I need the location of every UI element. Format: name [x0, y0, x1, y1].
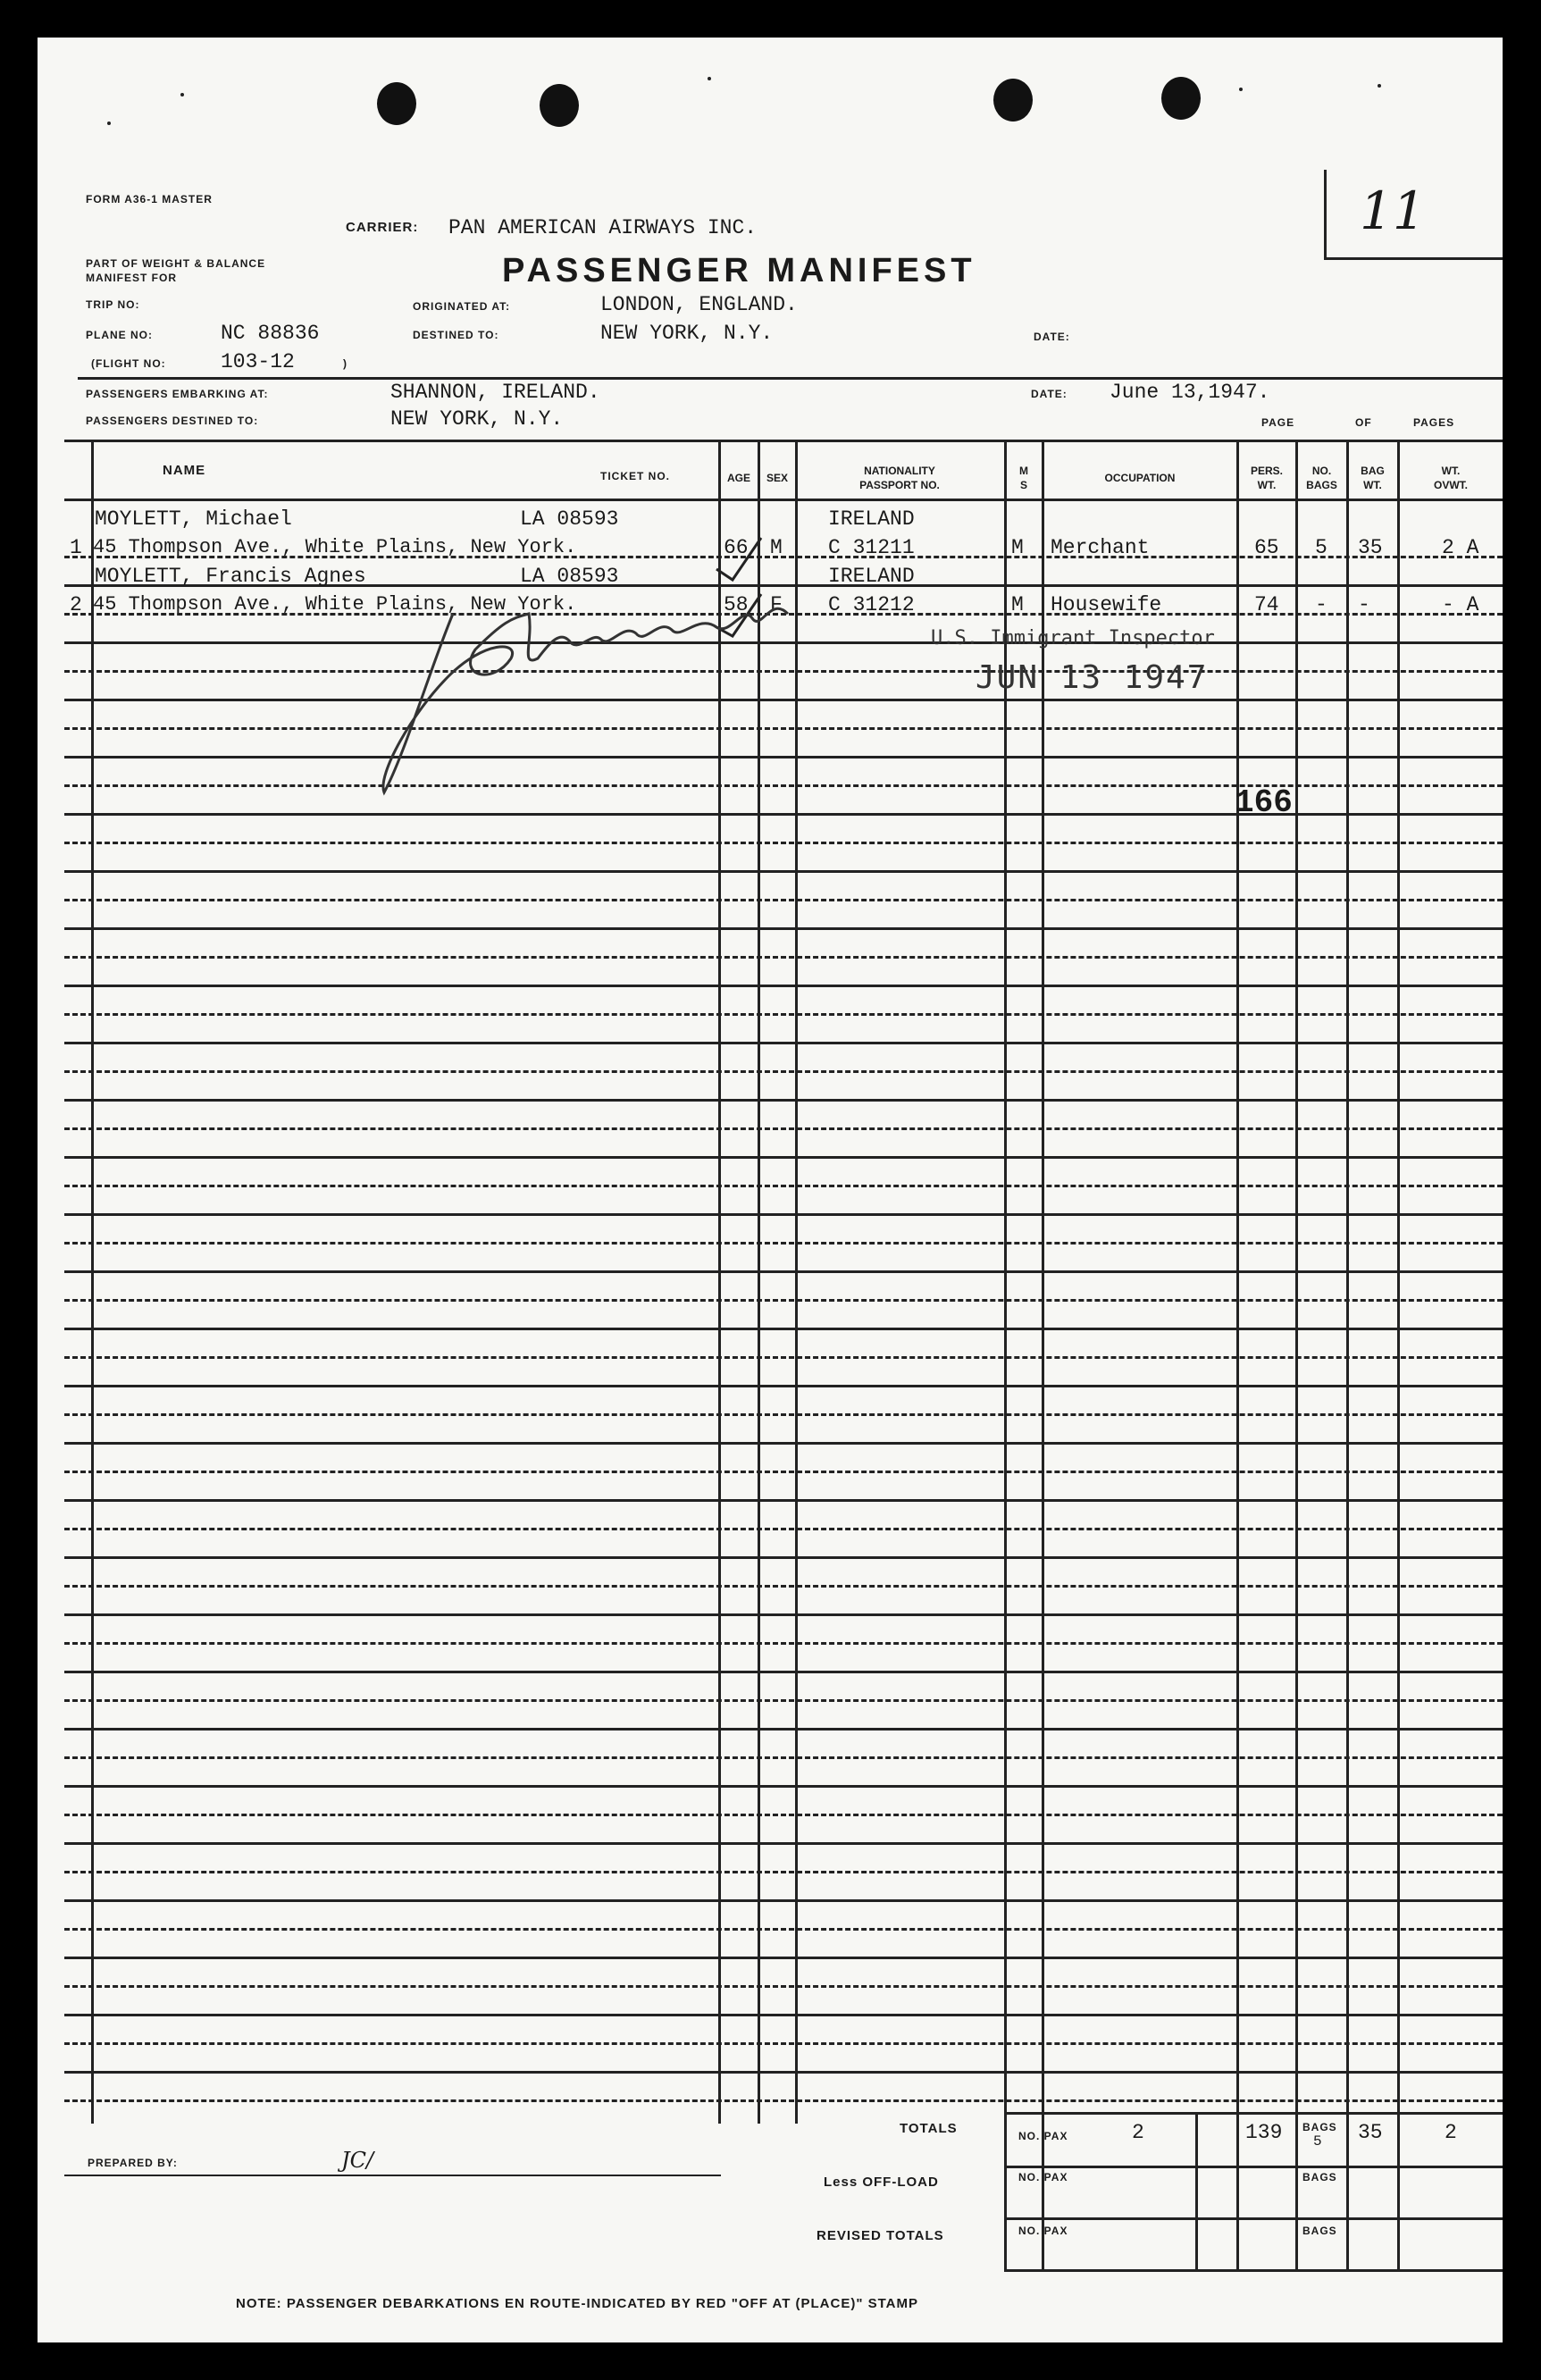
revised-bags-label: BAGS: [1302, 2225, 1337, 2237]
table-row-rule: [64, 1299, 1503, 1302]
col-nationality: NATIONALITY: [864, 465, 935, 477]
table-row-rule: [64, 1556, 1503, 1559]
col-pers-wt: PERS.: [1250, 465, 1283, 477]
originated-label: ORIGINATED AT:: [413, 300, 511, 313]
passenger-2-age: 58: [724, 593, 749, 616]
table-row-rule: [64, 1871, 1503, 1873]
col-ms-2: S: [1019, 479, 1027, 491]
table-row-rule: [64, 2042, 1503, 2045]
passenger-1-bag-wt: 35: [1358, 536, 1383, 559]
page-mark: 11: [1360, 180, 1426, 241]
table-row-rule: [64, 1185, 1503, 1187]
passenger-2-number: 2: [70, 593, 82, 616]
embarking-label: PASSENGERS EMBARKING AT:: [86, 388, 269, 400]
passenger-2-ovwt: - A: [1442, 593, 1479, 616]
carrier-label: CARRIER:: [346, 220, 419, 235]
originated-value: LONDON, ENGLAND.: [600, 293, 798, 316]
table-row-rule: [64, 1499, 1503, 1502]
totals-pers-wt: 139: [1245, 2121, 1283, 2144]
totals-pax: 2: [1132, 2121, 1144, 2144]
carrier-value: PAN AMERICAN AIRWAYS INC.: [448, 216, 758, 239]
table-row-rule: [64, 1413, 1503, 1416]
destined-label: DESTINED TO:: [413, 329, 499, 341]
table-row-rule: [64, 1070, 1503, 1073]
offload-bags-label: BAGS: [1302, 2171, 1337, 2183]
table-row-rule: [64, 1785, 1503, 1788]
table-row-rule: [64, 1156, 1503, 1159]
passenger-1-name: MOYLETT, Michael: [95, 507, 292, 531]
passenger-1-pers-wt: 65: [1254, 536, 1279, 559]
page-title: PASSENGER MANIFEST: [502, 252, 976, 289]
col-wt-ovwt-2: OVWT.: [1434, 479, 1468, 491]
inspector-stamp: U.S. Immigrant Inspector: [931, 627, 1215, 649]
table-row-rule: [64, 1442, 1503, 1445]
manifest-for-label: MANIFEST FOR: [86, 272, 177, 284]
passenger-1-passport: C 31211: [828, 536, 915, 559]
passengers-destined-value: NEW YORK, N.Y.: [390, 407, 564, 431]
col-name: NAME: [163, 463, 206, 478]
punch-hole: [540, 84, 579, 127]
table-row-rule: [64, 956, 1503, 959]
totals-bag-wt: 35: [1358, 2121, 1383, 2144]
table-row-rule: [64, 1471, 1503, 1473]
col-ms: M: [1019, 465, 1028, 477]
table-row-rule: [64, 1728, 1503, 1731]
totals-label: TOTALS: [900, 2121, 958, 2136]
passenger-1-nationality: IRELAND: [828, 507, 915, 531]
trip-label: TRIP NO:: [86, 298, 140, 311]
table-row-rule: [64, 1099, 1503, 1102]
inspector-signature: [377, 533, 931, 810]
table-row-rule: [64, 1957, 1503, 1959]
col-occupation: OCCUPATION: [1104, 472, 1176, 484]
passenger-1-ms: M: [1011, 536, 1024, 559]
passenger-1-number: 1: [70, 536, 82, 559]
table-row-rule: [64, 985, 1503, 987]
pages-label: PAGES: [1413, 416, 1455, 429]
totals-pax-label: NO. PAX: [1018, 2130, 1068, 2142]
passenger-2-ms: M: [1011, 593, 1024, 616]
stamp-number: 166: [1235, 784, 1293, 821]
table-row-rule: [64, 1013, 1503, 1016]
table-row-rule: [64, 1928, 1503, 1931]
plane-value: NC 88836: [221, 322, 320, 345]
footer-note: NOTE: PASSENGER DEBARKATIONS EN ROUTE-INDICATED BY RED "OFF AT (PLACE)" STAMP: [236, 2296, 919, 2311]
punch-hole: [1161, 77, 1201, 120]
col-wt-ovwt: WT.: [1441, 465, 1461, 477]
col-pers-wt-2: WT.: [1257, 479, 1277, 491]
table-row-rule: [64, 1671, 1503, 1673]
passenger-2-name: MOYLETT, Francis Agnes: [95, 565, 366, 588]
table-row-rule: [64, 2014, 1503, 2016]
flight-close: ): [343, 357, 348, 370]
table-row-rule: [64, 1899, 1503, 1902]
passenger-1-occupation: Merchant: [1051, 536, 1150, 559]
passenger-2-bags: -: [1315, 593, 1327, 616]
punch-hole: [377, 82, 416, 125]
table-row-rule: [64, 2071, 1503, 2074]
col-ticket: TICKET NO.: [600, 470, 670, 482]
punch-hole: [993, 79, 1033, 122]
passenger-2-occupation: Housewife: [1051, 593, 1162, 616]
col-no-bags: NO.: [1311, 465, 1332, 477]
part-label: PART OF WEIGHT & BALANCE: [86, 257, 266, 270]
offload-label: Less OFF-LOAD: [824, 2175, 939, 2190]
flight-label: (FLIGHT NO:: [91, 357, 166, 370]
table-row-rule: [64, 2099, 1503, 2102]
offload-pax-label: NO. PAX: [1018, 2171, 1068, 2183]
revised-pax-label: NO. PAX: [1018, 2225, 1068, 2237]
plane-label: PLANE NO:: [86, 329, 153, 341]
table-row-rule: [64, 1613, 1503, 1616]
form-id: FORM A36-1 MASTER: [86, 193, 213, 205]
passenger-2-address: 45 Thompson Ave., White Plains, New York.: [93, 593, 577, 616]
passengers-destined-label: PASSENGERS DESTINED TO:: [86, 415, 259, 427]
table-row-rule: [64, 1642, 1503, 1645]
table-row-rule: [64, 842, 1503, 844]
passenger-1-ovwt: 2 A: [1442, 536, 1479, 559]
table-row-rule: [64, 1213, 1503, 1216]
table-row-rule: [64, 899, 1503, 901]
table-row-rule: [64, 1127, 1503, 1130]
col-sex: SEX: [766, 472, 788, 484]
prepared-by-label: PREPARED BY:: [88, 2157, 178, 2169]
passenger-2-pers-wt: 74: [1254, 593, 1279, 616]
table-row-rule: [64, 1270, 1503, 1273]
passenger-2-nationality: IRELAND: [828, 565, 915, 588]
stamp-date: JUN 13 1947: [976, 659, 1209, 696]
flight-value: 103-12: [221, 350, 295, 373]
manifest-page: [38, 38, 1503, 2342]
table-row-rule: [64, 1242, 1503, 1244]
page-label: PAGE: [1261, 416, 1295, 429]
totals-bags-label: BAGS: [1302, 2121, 1337, 2133]
col-no-bags-2: BAGS: [1306, 479, 1337, 491]
date-value: June 13,1947.: [1110, 381, 1270, 404]
passenger-2-passport: C 31212: [828, 593, 915, 616]
passenger-1-address: 45 Thompson Ave., White Plains, New York.: [93, 536, 577, 558]
destined-value: NEW YORK, N.Y.: [600, 322, 774, 345]
passenger-1-ticket: LA 08593: [520, 507, 619, 531]
prepared-by-value: JC/: [341, 2148, 374, 2173]
passenger-1-age: 66: [724, 536, 749, 559]
table-row-rule: [64, 1528, 1503, 1530]
col-passport: PASSPORT NO.: [859, 479, 940, 491]
date-label: DATE:: [1031, 388, 1068, 400]
date-top-label: DATE:: [1034, 331, 1070, 343]
table-row-rule: [64, 870, 1503, 873]
table-row-rule: [64, 1356, 1503, 1359]
passenger-1-sex: M: [770, 536, 783, 559]
revised-totals-label: REVISED TOTALS: [817, 2228, 944, 2243]
passenger-1-bags: 5: [1315, 536, 1327, 559]
table-row-rule: [64, 1385, 1503, 1387]
table-row-rule: [64, 1699, 1503, 1702]
table-row-rule: [64, 1585, 1503, 1588]
passenger-2-ticket: LA 08593: [520, 565, 619, 588]
passenger-2-sex: F: [770, 593, 783, 616]
table-row-rule: [64, 1328, 1503, 1330]
col-bag-wt-2: WT.: [1363, 479, 1382, 491]
table-row-rule: [64, 1042, 1503, 1044]
col-age: AGE: [726, 472, 750, 484]
table-row-rule: [64, 1756, 1503, 1759]
totals-ovwt: 2: [1445, 2121, 1457, 2144]
embarking-value: SHANNON, IRELAND.: [390, 381, 600, 404]
table-row-rule: [64, 1985, 1503, 1988]
passenger-2-bag-wt: -: [1358, 593, 1370, 616]
of-label: OF: [1355, 416, 1372, 429]
col-bag-wt: BAG: [1361, 465, 1385, 477]
table-row-rule: [64, 1814, 1503, 1816]
totals-bags: 5: [1313, 2133, 1322, 2150]
table-row-rule: [64, 1842, 1503, 1845]
table-row-rule: [64, 927, 1503, 930]
